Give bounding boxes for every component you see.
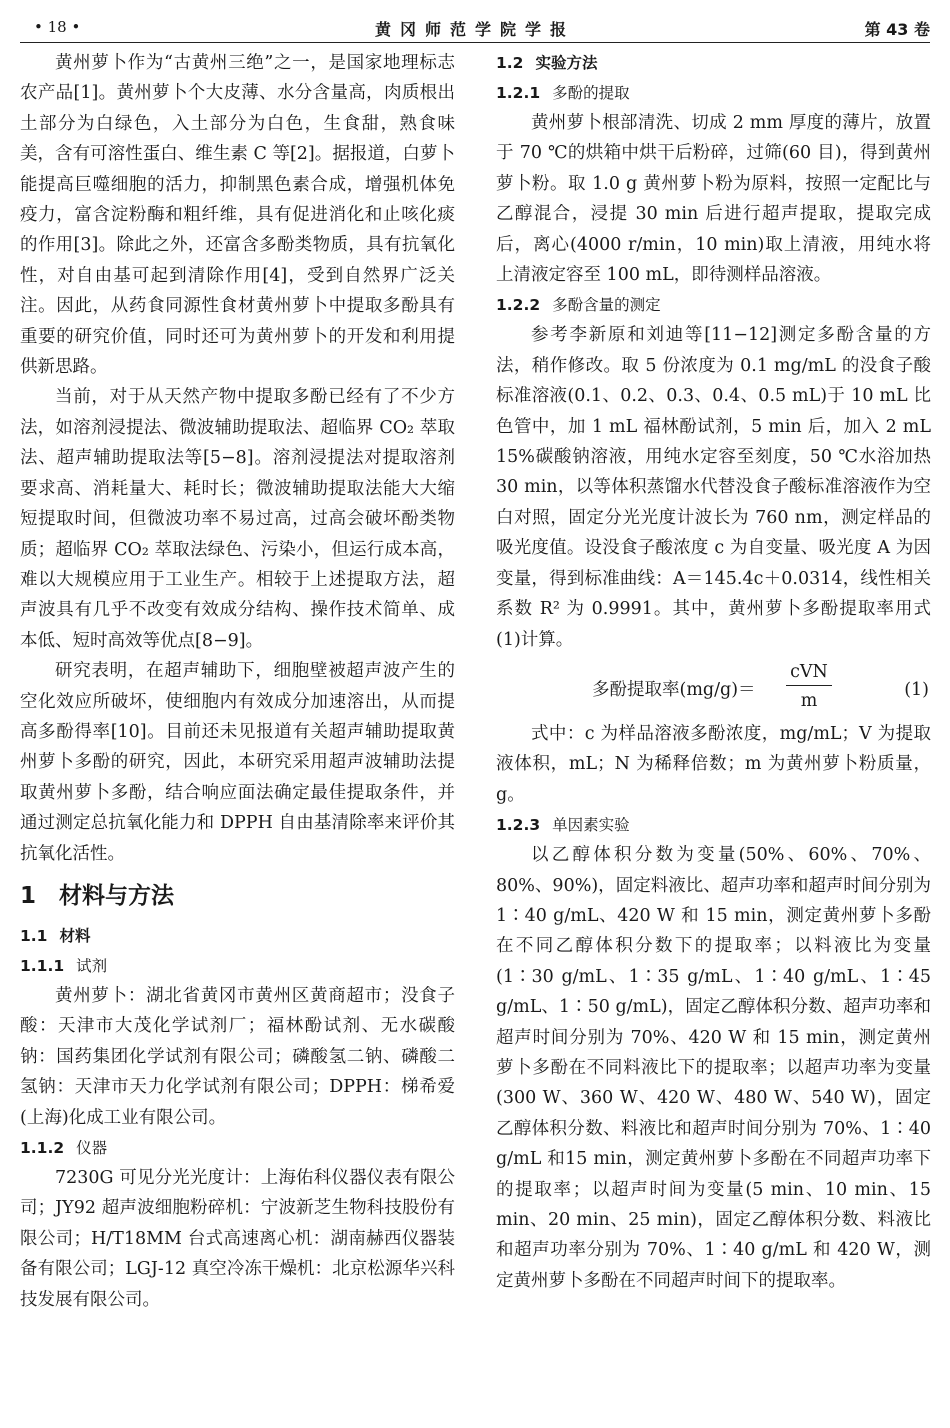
section-number: 1.2.2 xyxy=(496,296,541,315)
equation-denominator: m xyxy=(800,690,818,711)
extraction-paragraph: 黄州萝卜根部清洗、切成 2 mm 厚度的薄片，放置于 70 ℃的烘箱中烘干后粉碎，过筛(60 目)，得到黄州萝卜粉。取 1.0 g 黄州萝卜粉为原料，按照一定配比与乙醇混合，浸提 30 min 后进行超声提取，提取完成后，离心(4000 r/min，10 min)取上清液，用纯水将上清液定容至 100 mL，即待测样品溶液。 xyxy=(496,113,931,286)
section-title: 多酚含量的测定 xyxy=(552,296,661,315)
section-1-1-2-heading xyxy=(20,1133,455,1163)
reagents-paragraph: 黄州萝卜：湖北省黄冈市黄州区黄商超市；没食子酸：天津市大茂化学试剂厂；福林酚试剂、无水碳酸钠：国药集团化学试剂有限公司；磷酸氢二钠、磷酸二氢钠：天津市天力化学试剂有限公司；DPPH：梯希爱(上海)化成工业有限公司。 xyxy=(20,985,455,1128)
section-1-2-2-heading xyxy=(496,290,931,320)
right-column xyxy=(496,48,931,1296)
section-number: 1.2.1 xyxy=(496,84,541,102)
section-number: 1.1.2 xyxy=(20,1139,65,1157)
single-factor-paragraph: 以乙醇体积分数为变量(50%、60%、70%、80%、90%)，固定料液比、超声功率和超声时间分别为 1∶40 g/mL、420 W 和 15 min，测定黄州萝卜多酚在不同乙醇体积分数下的提取率；以料液比为变量(1∶30 g/mL、1∶35 g/mL、1∶40 g/mL、1∶45 g/mL、1∶50 g/mL)，固定乙醇体积分数、超声功率和超声时间分别为 70%、420 W 和 15 min，测定黄州萝卜多酚在不同料液比下的提取率；以超声功率为变量(300 W、360 W、420 W、480 W、540 W)，固定乙醇体积分数、料液比和超声时间分别为 70%、1∶40 g/mL 和15 min，测定黄州萝卜多酚在不同超声功率下的提取率；以超声时间为变量(5 min、10 min、15 min、20 min、25 min)，固定乙醇体积分数、料液比和超声功率分别为 70%、1∶40 g/mL 和 420 W，测定黄州萝卜多酚在不同超声时间下的提取率。 xyxy=(496,845,931,1291)
section-title: 材料 xyxy=(59,926,91,945)
intro-paragraph-2: 当前，对于从天然产物中提取多酚已经有了不少方法，如溶剂浸提法、微波辅助提取法、超临界 CO₂ 萃取法、超声辅助提取法等[5−8]。溶剂浸提法对提取溶剂要求高、消耗量大、耗时长；微波辅助提取法能大大缩短提取时间，但微波功率不易过高，过高会破坏酚类物质；超临界 CO₂ 萃取法绿色、污染小，但运行成本高，难以大规模应用于工业生产。相较于上述提取方法，超声波具有几乎不改变有效成分结构、操作技术简单、成本低、短时高效等优点[8−9]。 xyxy=(20,387,455,651)
equation-numerator: cVN xyxy=(786,661,832,686)
instruments-paragraph: 7230G 可见分光光度计：上海佑科仪器仪表有限公司；JY92 超声波细胞粉碎机：宁波新芝生物科技股份有限公司；H/T18MM 台式高速离心机：湖南赫西仪器装备有限公司；LGJ-12 真空冷冻干燥机：北京松源华兴科技发展有限公司。 xyxy=(20,1168,455,1310)
section-title: 试剂 xyxy=(76,956,108,975)
section-title: 单因素实验 xyxy=(552,816,630,835)
equation-fraction xyxy=(786,661,832,712)
equation-explanation: 式中：c 为样品溶液多酚浓度，mg/mL；V 为提取液体积，mL；N 为稀释倍数；m 为黄州萝卜粉质量，g。 xyxy=(496,723,931,805)
equation-lhs: 多酚提取率(mg/g)＝ xyxy=(592,679,756,700)
measurement-paragraph: 参考李新原和刘迪等[11−12]测定多酚含量的方法，稍作修改。取 5 份浓度为 0.1 mg/mL 的没食子酸标准溶液(0.1、0.2、0.3、0.4、0.5 mL)于 10 mL 比色管中，加 1 mL 福林酚试剂，5 min 后，加入 2 mL 15%碳酸钠溶液，用纯水定容至刻度，50 ℃水浴加热 30 min，以等体积蒸馏水代替没食子酸标准溶液作为空白对照，固定分光光度计波长为 760 nm，测定样品的吸光度值。设没食子酸浓度 c 为自变量、吸光度 A 为因变量，得到标准曲线：A＝145.4c＋0.0314，线性相关系数 R² 为 0.9991。其中，黄州萝卜多酚提取率用式(1)计算。 xyxy=(496,325,931,650)
journal-title: 黄冈师范学院学报 xyxy=(374,20,575,39)
section-1-1-1-heading xyxy=(20,951,455,981)
left-column xyxy=(20,48,455,1315)
section-1-2-heading xyxy=(496,48,931,78)
equation-number: (1) xyxy=(904,679,929,700)
equation-1 xyxy=(496,659,931,715)
intro-paragraph-3: 研究表明，在超声辅助下，细胞壁被超声波产生的空化效应所破坏，使细胞内有效成分加速溶出，从而提高多酚得率[10]。目前还未见报道有关超声辅助提取黄州萝卜多酚的研究，因此，本研究采用超声波辅助法提取黄州萝卜多酚，结合响应面法确定最佳提取条件，并通过测定总抗氧化能力和 DPPH 自由基清除率来评价其抗氧化活性。 xyxy=(20,661,455,864)
section-title: 仪器 xyxy=(76,1139,108,1157)
intro-paragraph-1: 黄州萝卜作为“古黄州三绝”之一，是国家地理标志农产品[1]。黄州萝卜个大皮薄、水分含量高，肉质根出土部分为白绿色，入土部分为白色，生食甜，熟食味美，含有可溶性蛋白、维生素 C 等[2]。据报道，白萝卜能提高巨噬细胞的活力，抑制黑色素合成，增强机体免疫力，富含淀粉酶和粗纤维，具有促进消化和止咳化痰的作用[3]。除此之外，还富含多酚类物质，具有抗氧化性，对自由基可起到清除作用[4]，受到自然界广泛关注。因此，从药食同源性食材黄州萝卜中提取多酚具有重要的研究价值，同时还可为黄州萝卜的开发和利用提供新思路。 xyxy=(20,53,455,378)
section-number: 1.1.1 xyxy=(20,956,65,975)
section-1-2-3-heading xyxy=(496,810,931,840)
section-1-heading: 1 材料与方法 xyxy=(20,882,175,909)
page-number: • 18 • xyxy=(34,18,81,36)
section-1-2-1-heading xyxy=(496,78,931,108)
section-number: 1.2 xyxy=(496,54,524,72)
volume-label: 第 43 卷 xyxy=(864,20,930,39)
section-title: 实验方法 xyxy=(535,54,598,72)
section-1-1-heading xyxy=(20,921,455,951)
section-number: 1.1 xyxy=(20,926,48,945)
section-title: 多酚的提取 xyxy=(552,84,630,102)
section-number: 1.2.3 xyxy=(496,816,541,835)
running-header xyxy=(20,12,930,43)
